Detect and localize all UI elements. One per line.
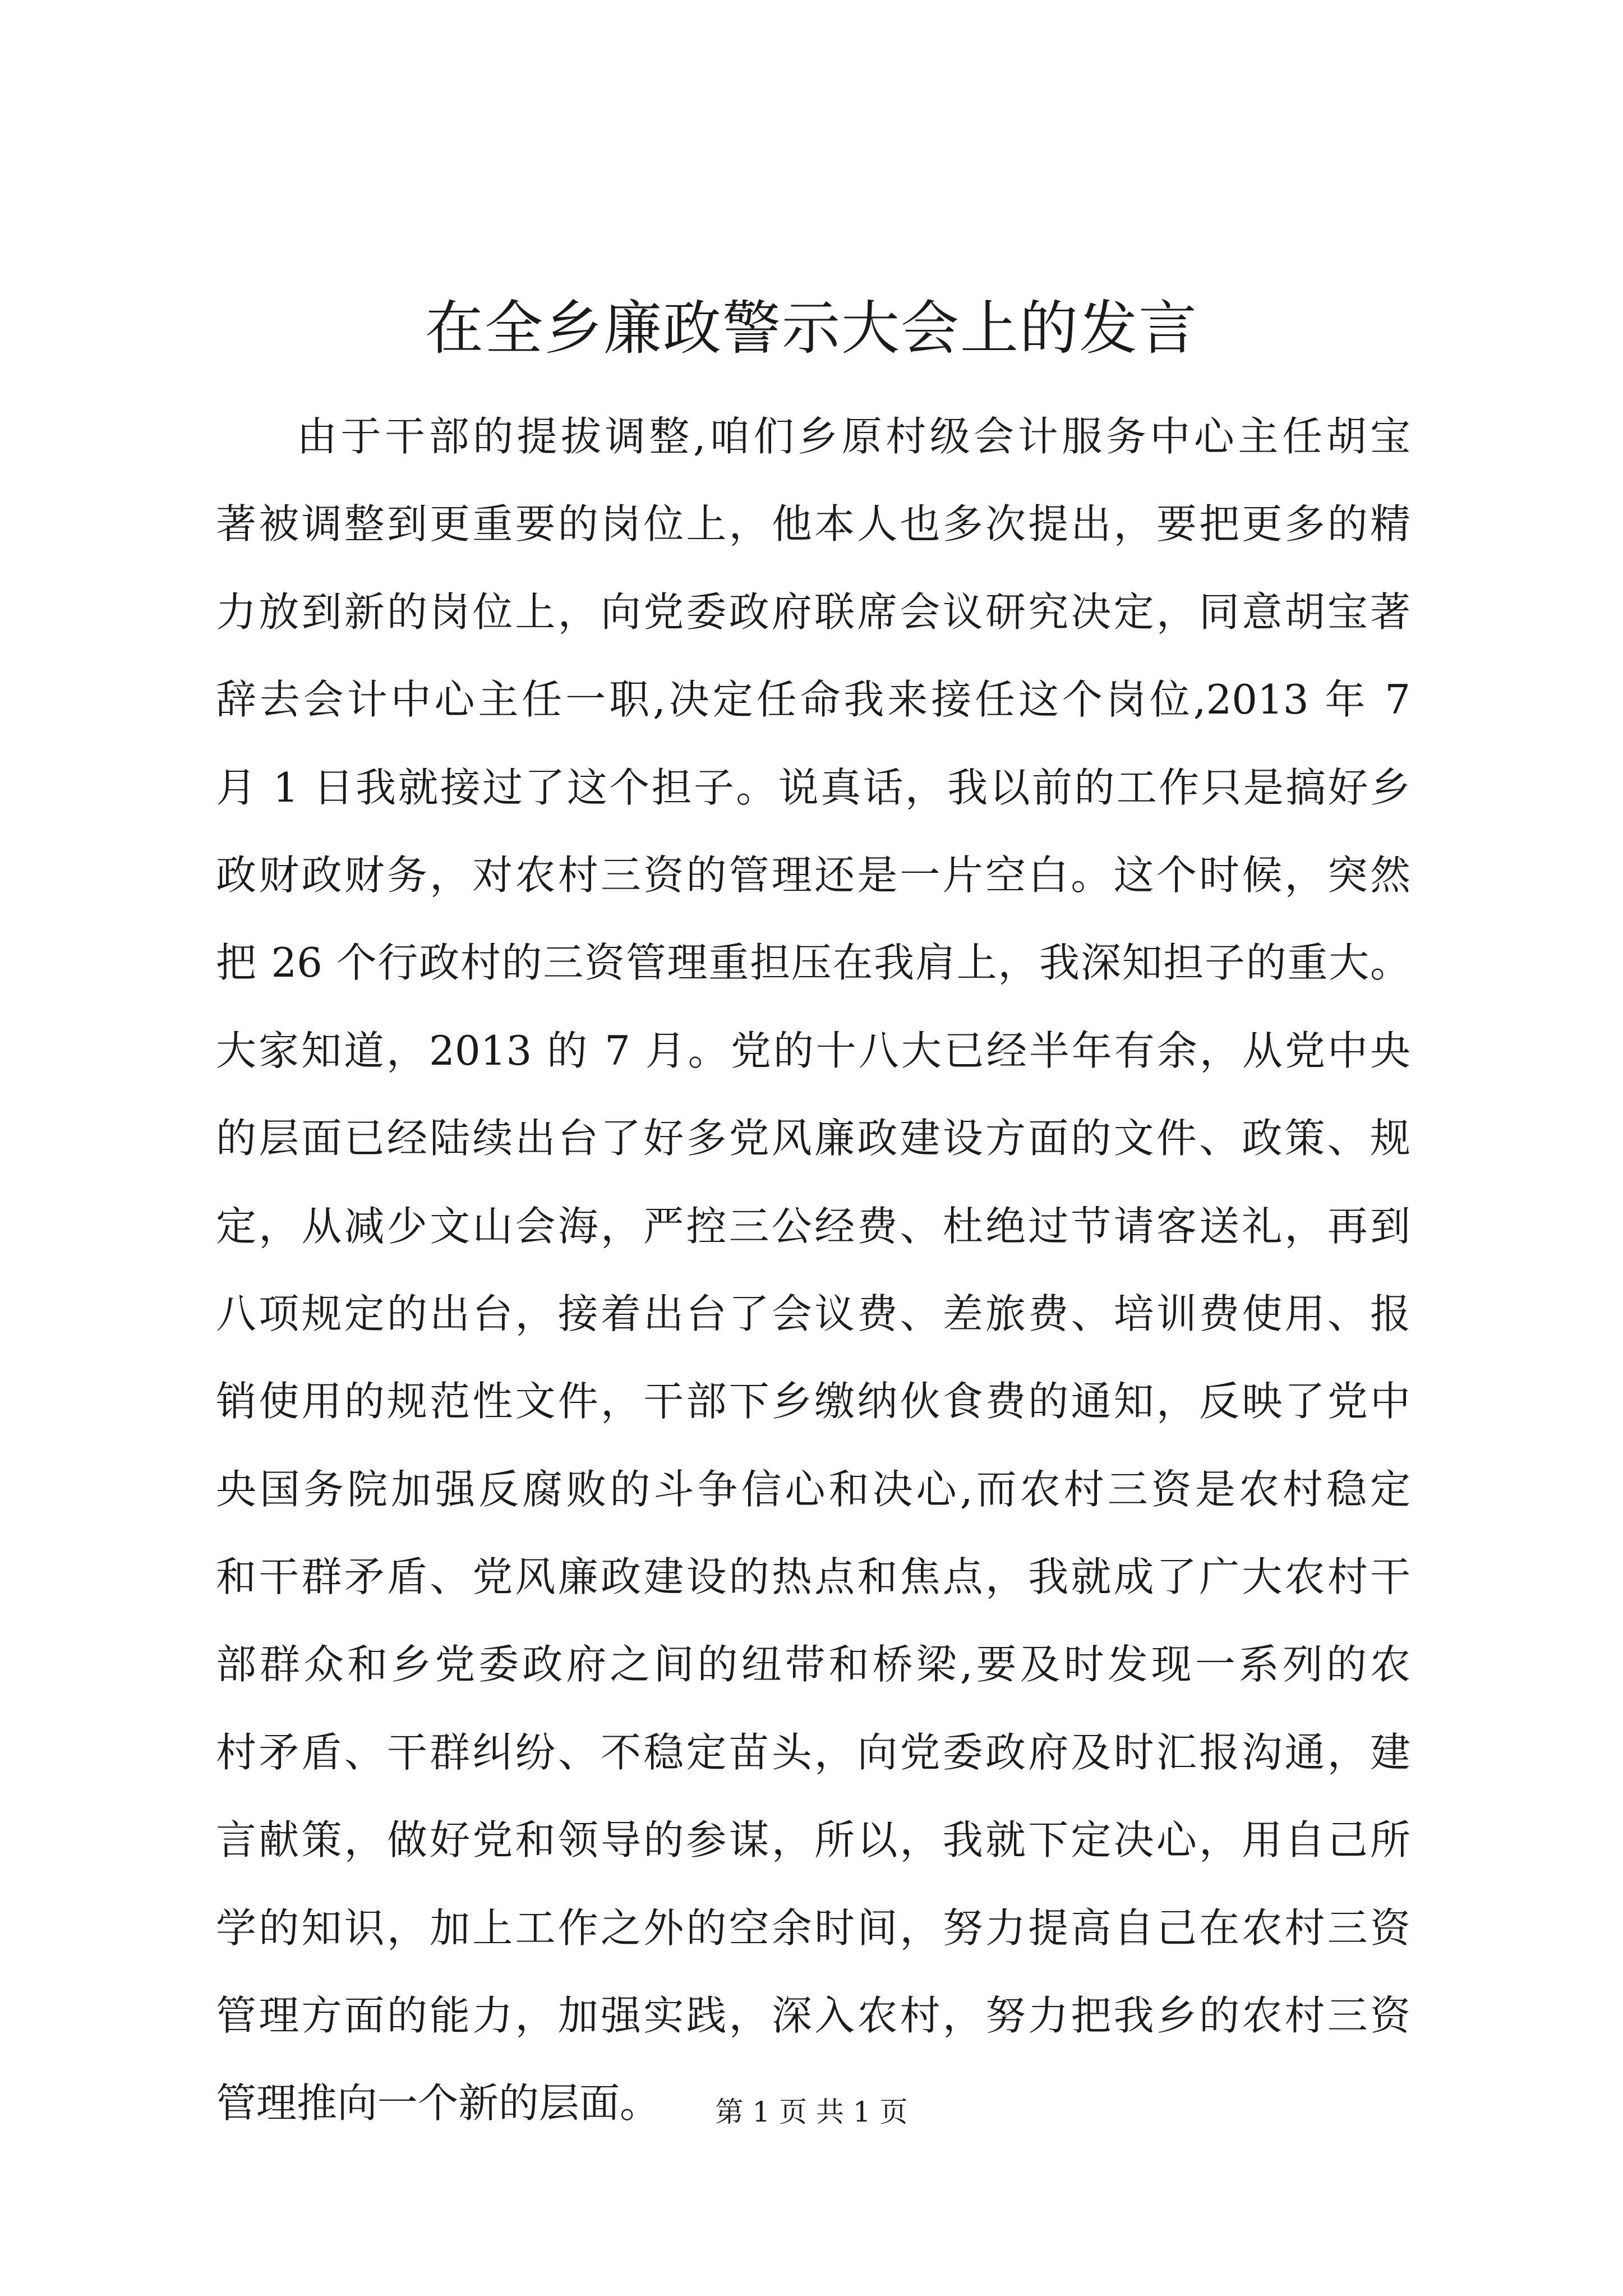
document-title: 在全乡廉政警示大会上的发言 [425, 294, 1198, 362]
paragraph-line: 定，从减少文山会海，严控三公经费、杜绝过节请客送礼，再到 [216, 1202, 1410, 1250]
paragraph-line: 政财政财务，对农村三资的管理还是一片空白。这个时候，突然 [216, 851, 1410, 899]
paragraph-line: 月 1 日我就接过了这个担子。说真话，我以前的工作只是搞好乡 [216, 763, 1410, 811]
paragraph-line: 言献策，做好党和领导的参谋，所以，我就下定决心，用自己所 [216, 1816, 1410, 1864]
paragraph-line: 和干群矛盾、党风廉政建设的热点和焦点，我就成了广大农村干 [216, 1553, 1410, 1601]
paragraph-line: 部群众和乡党委政府之间的纽带和桥梁,要及时发现一系列的农 [216, 1641, 1410, 1688]
body-paragraph [216, 393, 1410, 2147]
page-number-footer: 第 1 页 共 1 页 [715, 2096, 908, 2128]
paragraph-line: 销使用的规范性文件，干部下乡缴纳伙食费的通知，反映了党中 [216, 1378, 1410, 1425]
paragraph-line: 村矛盾、干群纠纷、不稳定苗头，向党委政府及时汇报沟通，建 [216, 1728, 1410, 1776]
paragraph-line: 央国务院加强反腐败的斗争信心和决心,而农村三资是农村稳定 [216, 1465, 1410, 1513]
paragraph-line: 由于干部的提拔调整,咱们乡原村级会计服务中心主任胡宝 [297, 413, 1410, 460]
paragraph-line: 大家知道，2013 的 7 月。党的十八大已经半年有余，从党中央 [216, 1027, 1410, 1074]
paragraph-line: 著被调整到更重要的岗位上，他本人也多次提出，要把更多的精 [216, 500, 1410, 548]
paragraph-line: 八项规定的出台，接着出台了会议费、差旅费、培训费使用、报 [216, 1290, 1410, 1337]
paragraph-line: 管理推向一个新的层面。 [216, 2079, 661, 2127]
paragraph-line: 把 26 个行政村的三资管理重担压在我肩上，我深知担子的重大。 [216, 939, 1410, 987]
paragraph-line: 的层面已经陆续出台了好多党风廉政建设方面的文件、政策、规 [216, 1115, 1410, 1162]
paragraph-line: 力放到新的岗位上，向党委政府联席会议研究决定，同意胡宝著 [216, 588, 1410, 636]
paragraph-line: 学的知识，加上工作之外的空余时间，努力提高自己在农村三资 [216, 1904, 1410, 1952]
paragraph-line: 管理方面的能力，加强实践，深入农村，努力把我乡的农村三资 [216, 1992, 1410, 2040]
paragraph-line: 辞去会计中心主任一职,决定任命我来接任这个岗位,2013 年 7 [216, 676, 1410, 724]
